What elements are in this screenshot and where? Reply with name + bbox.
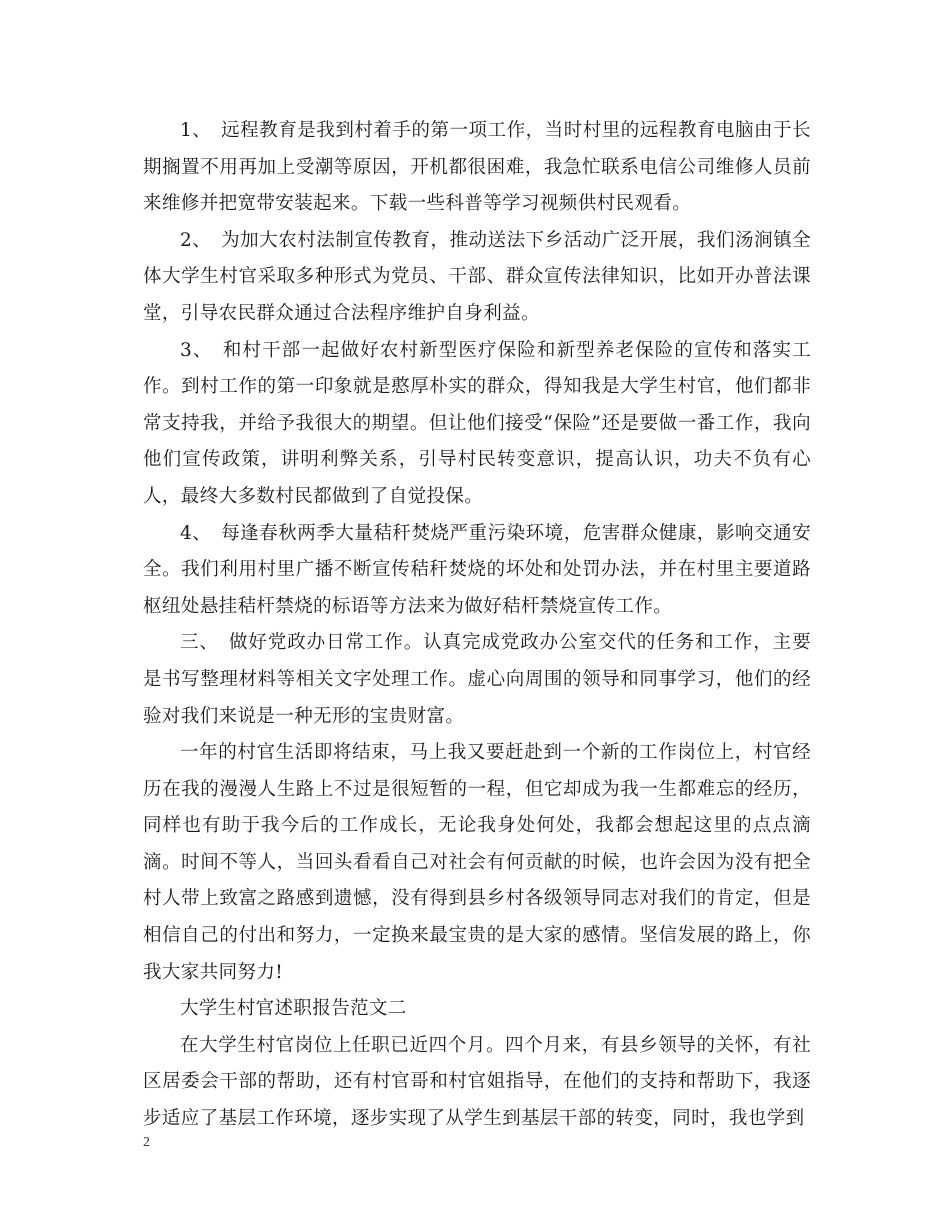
paragraph-sample-two-intro: 在大学生村官岗位上任职已近四个月。四个月来，有县乡领导的关怀，有社区居委会干部的帮助，还有村官哥和村官姐指导，在他们的支持和帮助下，我逐步适应了基层工作环境，逐步实现了从学生到基层干部的转变，同时，我也学到 [143,1034,811,1130]
paragraph-legal-publicity: 2、 为加大农村法制宣传教育，推动送法下乡活动广泛开展，我们汤涧镇全体大学生村官采取多种形式为党员、干部、群众宣传法律知识，比如开办普法课堂，引导农民群众通过合法程序维护自身利益。 [143,229,811,324]
paragraph-straw-burning: 4、 每逢春秋两季大量秸秆焚烧严重污染环境，危害群众健康，影响交通安全。我们利用村里广播不断宣传秸秆焚烧的坏处和处罚办法，并在村里主要道路枢纽处悬挂秸杆禁烧的标语等方法来为做好秸杆禁烧宣传工作。 [143,522,811,617]
paragraph-remote-education: 1、 远程教育是我到村着手的第一项工作，当时村里的远程教育电脑由于长期搁置不用再加上受潮等原因，开机都很困难，我急忙联系电信公司维修人员前来维修并把宽带安装起来。下载一些科普等学习视频供村民观看。 [143,120,811,215]
page-number: 2 [143,1135,150,1150]
paragraph-office-work: 三、 做好党政办日常工作。认真完成党政办公室交代的任务和工作，主要是书写整理材料等相关文字处理工作。虚心向周围的领导和同事学习，他们的经验对我们来说是一种无形的宝贵财富。 [143,632,811,727]
paragraph-conclusion: 一年的村官生活即将结束，马上我又要赶赴到一个新的工作岗位上，村官经历在我的漫漫人生路上不过是很短暂的一程，但它却成为我一生都难忘的经历，同样也有助于我今后的工作成长，无论我身处何处，我都会想起这里的点点滴滴。时间不等人，当回头看看自己对社会有何贡献的时候，也许会因为没有把全村人带上致富之路感到遗憾，没有得到县乡村各级领导同志对我们的肯定，但是相信自己的付出和努力，一定换来最宝贵的是大家的感情。坚信发展的路上，你我大家共同努力! [143,742,811,983]
paragraph-insurance-work: 3、 和村干部一起做好农村新型医疗保险和新型养老保险的宣传和落实工作。到村工作的第一印象就是憨厚朴实的群众，得知我是大学生村官，他们都非常支持我，并给予我很大的期望。但让他们接受“保险”还是要做一番工作，我向他们宣传政策，讲明利弊关系，引导村民转变意识，提高认识，功夫不负有心人，最终大多数村民都做到了自觉投保。 [143,339,811,507]
section-heading-sample-two: 大学生村官述职报告范文二 [180,998,407,1020]
document-body [143,113,811,1138]
